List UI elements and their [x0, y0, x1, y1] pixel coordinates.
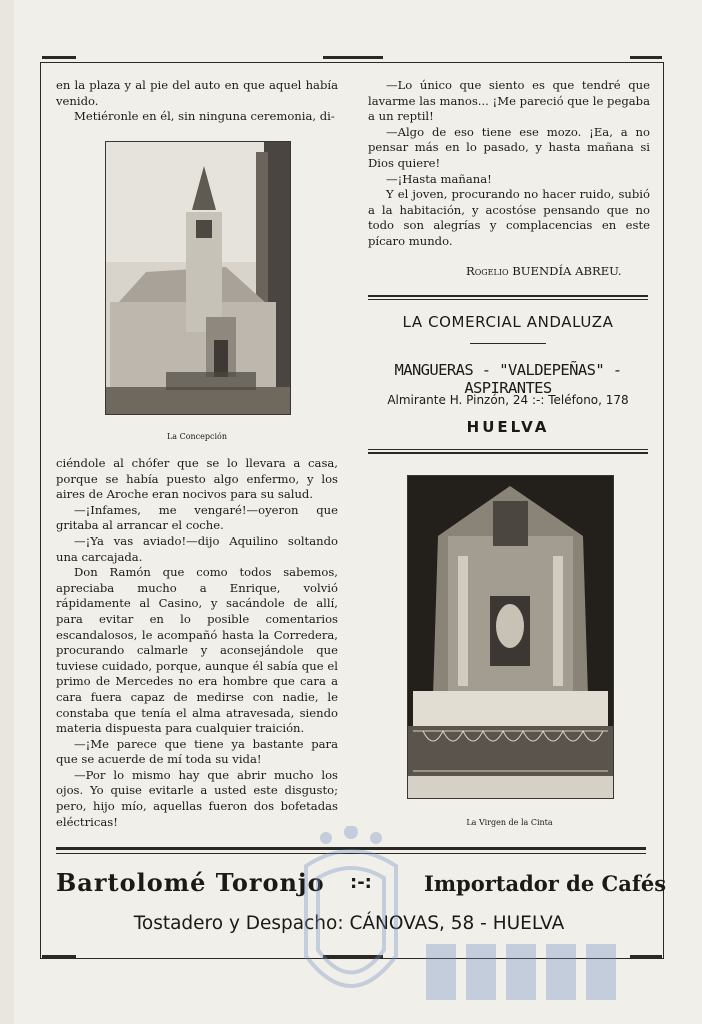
ad-rule-top — [368, 295, 648, 297]
paragraph: Y el joven, procurando no hacer ruido, subió a la habitación, y acostóse pensando que no todo son alegrías y complacencias en este pícaro mundo. — [368, 187, 650, 248]
top-rule-right — [630, 56, 662, 59]
left-column-bottom — [56, 456, 338, 830]
church-caption: La Concepción — [166, 432, 228, 441]
altar-caption: La Virgen de la Cinta — [466, 818, 553, 827]
ad-rule-top-thin — [368, 299, 648, 300]
bottom-ad-rule-thin — [56, 853, 646, 854]
bottom-ad-business: Importador de Cafés — [424, 871, 667, 896]
paragraph: —¡Infames, me vengaré!—oyeron que gritaba al arrancar el coche. — [56, 502, 338, 533]
paragraph: —Por lo mismo hay que abrir mucho los ojos. Yo quise evitarle a usted este disgusto; pero, hijo mío, aquellas fueron dos bofetadas eléctricas! — [56, 767, 338, 829]
paragraph: —Lo único que siento es que tendré que lavarme las manos... ¡Me pareció que le pegaba a un reptil! — [368, 78, 650, 124]
bottom-rule-left — [42, 955, 76, 958]
paragraph: Metiéronle en él, sin ninguna ceremonia, di- — [74, 109, 335, 124]
bottom-rule-right — [630, 955, 662, 958]
bottom-ad-rule-thick — [56, 847, 646, 850]
paragraph: Don Ramón que como todos sabemos, apreciaba mucho a Enrique, volvió rápidamente al Casino, y sacándole de allí, para evitar en lo posible comentarios escandalosos, le acompañó hasta la Corredera, procurando calmarle y aconsejándole que tuviese cuidado, porque, aunque él sabía que el primo de Mercedes no era hombre que cara a cara fuera capaz de medirse con nadie, le constaba que tenía el alma atravesada, siendo materia dispuesta para cualquier traición. — [56, 565, 338, 736]
bottom-ad-separator: :-: — [350, 872, 372, 893]
ad-comercial-products: MANGUERAS - "VALDEPEÑAS" - ASPIRANTES — [394, 361, 622, 397]
ad-comercial-city: HUELVA — [466, 418, 550, 436]
paragraph: —¡Hasta mañana! — [386, 171, 492, 186]
top-rule-left — [42, 56, 76, 59]
ad-short-rule — [470, 343, 546, 344]
ad-comercial-address: Almirante H. Pinzón, 24 :-: Teléfono, 178 — [387, 393, 629, 407]
bottom-ad-address: Tostadero y Despacho: CÁNOVAS, 58 - HUELVA — [133, 913, 565, 934]
paragraph: ciéndole al chófer que se lo llevara a casa, porque se había puesto algo enfermo, y los aires de Aroche eran nocivos para su salud. — [56, 456, 338, 502]
paragraph: en la plaza y al pie del auto en que aquel había venido. — [56, 78, 338, 108]
left-column-top — [56, 78, 338, 125]
ad-comercial-title: LA COMERCIAL ANDALUZA — [402, 313, 614, 331]
author-signature — [466, 264, 622, 278]
church-photo — [105, 141, 291, 415]
author-last-name: BUENDÍA ABREU. — [512, 264, 622, 278]
bottom-rule-middle — [323, 955, 383, 958]
altar-illustration — [408, 476, 613, 798]
author-first-name: Rogelio — [466, 264, 509, 278]
ad-rule-bottom — [368, 452, 648, 454]
bottom-ad-name: Bartolomé Toronjo — [56, 868, 325, 897]
top-rule-middle — [323, 56, 383, 59]
paragraph: —Algo de eso tiene ese mozo. ¡Ea, a no pensar más en lo pasado, y hasta mañana si Dios quiere! — [368, 124, 650, 170]
ad-rule-bottom-thin — [368, 449, 648, 450]
paragraph: —¡Me parece que tiene ya bastante para que se acuerde de mí toda su vida! — [56, 736, 338, 767]
paragraph: —¡Ya vas aviado!—dijo Aquilino soltando una carcajada. — [56, 533, 338, 564]
right-column-top — [368, 78, 650, 250]
altar-photo — [407, 475, 614, 799]
church-illustration — [106, 142, 290, 414]
